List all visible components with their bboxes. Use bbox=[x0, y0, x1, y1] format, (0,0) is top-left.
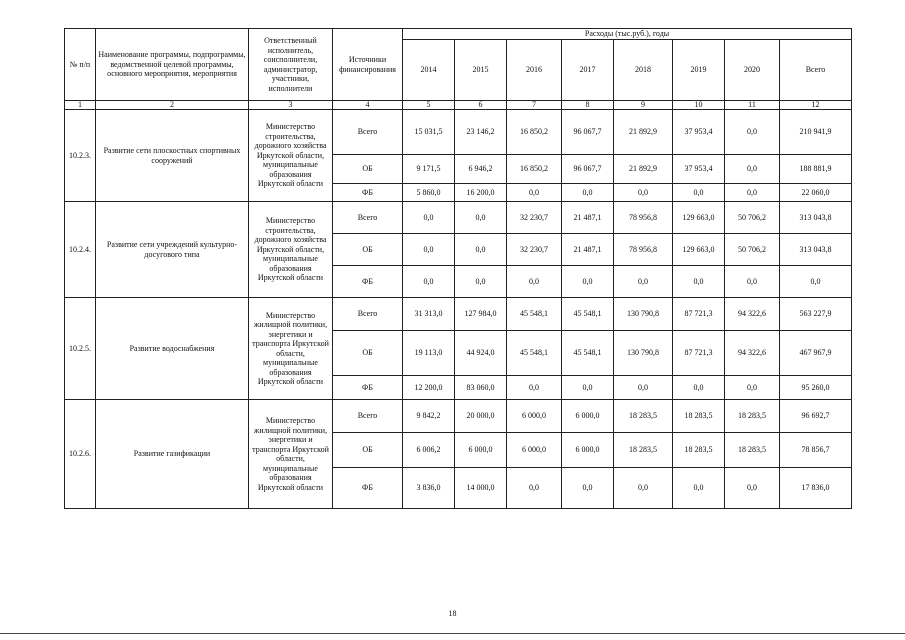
row-name-cell: Развитие водоснабжения bbox=[96, 298, 249, 400]
value-cell: 21 892,9 bbox=[614, 110, 673, 155]
value-cell: 16 850,2 bbox=[507, 110, 562, 155]
value-cell: 3 836,0 bbox=[403, 468, 455, 509]
value-cell: 20 000,0 bbox=[455, 400, 507, 433]
value-cell: 18 283,5 bbox=[673, 400, 725, 433]
row-executor-cell: Министерство строительства, дорожного хозяйства Иркутской области, муниципальные образования Иркутской области bbox=[249, 110, 333, 202]
value-cell: 0,0 bbox=[562, 376, 614, 400]
value-cell: 0,0 bbox=[725, 184, 780, 202]
column-number: 11 bbox=[725, 101, 780, 110]
value-cell: 0,0 bbox=[403, 234, 455, 266]
value-cell: 16 850,2 bbox=[507, 155, 562, 184]
value-cell: 0,0 bbox=[673, 376, 725, 400]
value-cell: 45 548,1 bbox=[507, 298, 562, 331]
row-name-cell: Развитие сети учреждений культурно-досугового типа bbox=[96, 202, 249, 298]
value-cell: 83 060,0 bbox=[455, 376, 507, 400]
value-cell: 0,0 bbox=[507, 468, 562, 509]
source-cell: ФБ bbox=[333, 376, 403, 400]
value-cell: 130 790,8 bbox=[614, 331, 673, 376]
value-cell: 0,0 bbox=[403, 202, 455, 234]
row-name-cell: Развитие газификации bbox=[96, 400, 249, 509]
value-cell: 19 113,0 bbox=[403, 331, 455, 376]
value-cell: 0,0 bbox=[725, 266, 780, 298]
table-row bbox=[65, 202, 852, 234]
value-cell: 9 842,2 bbox=[403, 400, 455, 433]
value-cell: 6 000,0 bbox=[507, 433, 562, 468]
total-value-cell: 313 043,8 bbox=[780, 234, 852, 266]
header-year: 2016 bbox=[507, 40, 562, 101]
value-cell: 5 860,0 bbox=[403, 184, 455, 202]
value-cell: 31 313,0 bbox=[403, 298, 455, 331]
value-cell: 127 984,0 bbox=[455, 298, 507, 331]
value-cell: 45 548,1 bbox=[562, 298, 614, 331]
value-cell: 18 283,5 bbox=[673, 433, 725, 468]
value-cell: 0,0 bbox=[455, 202, 507, 234]
column-number: 8 bbox=[562, 101, 614, 110]
value-cell: 0,0 bbox=[673, 184, 725, 202]
total-value-cell: 0,0 bbox=[780, 266, 852, 298]
row-number-cell: 10.2.6. bbox=[65, 400, 96, 509]
column-number: 5 bbox=[403, 101, 455, 110]
value-cell: 129 663,0 bbox=[673, 202, 725, 234]
value-cell: 23 146,2 bbox=[455, 110, 507, 155]
value-cell: 87 721,3 bbox=[673, 298, 725, 331]
value-cell: 0,0 bbox=[725, 110, 780, 155]
header-expenses: Расходы (тыс.руб.), годы bbox=[403, 29, 852, 40]
value-cell: 32 230,7 bbox=[507, 234, 562, 266]
value-cell: 0,0 bbox=[507, 376, 562, 400]
value-cell: 0,0 bbox=[725, 468, 780, 509]
value-cell: 94 322,6 bbox=[725, 331, 780, 376]
column-number: 6 bbox=[455, 101, 507, 110]
value-cell: 45 548,1 bbox=[507, 331, 562, 376]
value-cell: 21 487,1 bbox=[562, 202, 614, 234]
value-cell: 0,0 bbox=[403, 266, 455, 298]
value-cell: 0,0 bbox=[673, 266, 725, 298]
value-cell: 0,0 bbox=[455, 266, 507, 298]
value-cell: 18 283,5 bbox=[614, 433, 673, 468]
value-cell: 96 067,7 bbox=[562, 110, 614, 155]
column-number: 3 bbox=[249, 101, 333, 110]
row-number-cell: 10.2.3. bbox=[65, 110, 96, 202]
total-value-cell: 78 856,7 bbox=[780, 433, 852, 468]
source-cell: ФБ bbox=[333, 184, 403, 202]
value-cell: 15 031,5 bbox=[403, 110, 455, 155]
total-value-cell: 95 260,0 bbox=[780, 376, 852, 400]
total-value-cell: 210 941,9 bbox=[780, 110, 852, 155]
value-cell: 6 006,2 bbox=[403, 433, 455, 468]
row-name-cell: Развитие сети плоскостных спортивных сооружений bbox=[96, 110, 249, 202]
value-cell: 94 322,6 bbox=[725, 298, 780, 331]
page-number: 18 bbox=[448, 609, 457, 618]
source-cell: Всего bbox=[333, 110, 403, 155]
value-cell: 78 956,8 bbox=[614, 202, 673, 234]
column-number: 12 bbox=[780, 101, 852, 110]
value-cell: 87 721,3 bbox=[673, 331, 725, 376]
value-cell: 44 924,0 bbox=[455, 331, 507, 376]
value-cell: 21 892,9 bbox=[614, 155, 673, 184]
value-cell: 0,0 bbox=[507, 184, 562, 202]
value-cell: 129 663,0 bbox=[673, 234, 725, 266]
value-cell: 6 000,0 bbox=[455, 433, 507, 468]
row-number-cell: 10.2.5. bbox=[65, 298, 96, 400]
table-row bbox=[65, 298, 852, 331]
source-cell: ФБ bbox=[333, 468, 403, 509]
value-cell: 9 171,5 bbox=[403, 155, 455, 184]
value-cell: 50 706,2 bbox=[725, 234, 780, 266]
header-year: 2019 bbox=[673, 40, 725, 101]
value-cell: 6 000,0 bbox=[562, 433, 614, 468]
total-value-cell: 313 043,8 bbox=[780, 202, 852, 234]
column-number: 1 bbox=[65, 101, 96, 110]
total-value-cell: 188 881,9 bbox=[780, 155, 852, 184]
header-executor: Ответственный исполнитель, соисполнители, администратор, участники, исполнители bbox=[249, 29, 333, 101]
header-year: 2020 bbox=[725, 40, 780, 101]
source-cell: Всего bbox=[333, 202, 403, 234]
value-cell: 6 000,0 bbox=[562, 400, 614, 433]
header-year: 2014 bbox=[403, 40, 455, 101]
scan-edge-divider bbox=[0, 633, 905, 634]
header-name: Наименование программы, подпрограммы, ведомственной целевой программы, основного мероприятия, мероприятия bbox=[96, 29, 249, 101]
budget-table bbox=[64, 28, 852, 509]
header-sources: Источники финансирования bbox=[333, 29, 403, 101]
header-year: 2015 bbox=[455, 40, 507, 101]
source-cell: ФБ bbox=[333, 266, 403, 298]
total-value-cell: 467 967,9 bbox=[780, 331, 852, 376]
source-cell: Всего bbox=[333, 400, 403, 433]
source-cell: Всего bbox=[333, 298, 403, 331]
value-cell: 16 200,0 bbox=[455, 184, 507, 202]
source-cell: ОБ bbox=[333, 234, 403, 266]
row-executor-cell: Министерство строительства, дорожного хозяйства Иркутской области, муниципальные образования Иркутской области bbox=[249, 202, 333, 298]
total-value-cell: 96 692,7 bbox=[780, 400, 852, 433]
value-cell: 130 790,8 bbox=[614, 298, 673, 331]
header-total: Всего bbox=[780, 40, 852, 101]
source-cell: ОБ bbox=[333, 155, 403, 184]
value-cell: 45 548,1 bbox=[562, 331, 614, 376]
value-cell: 18 283,5 bbox=[725, 433, 780, 468]
value-cell: 37 953,4 bbox=[673, 110, 725, 155]
column-number: 7 bbox=[507, 101, 562, 110]
header-num: № п/п bbox=[65, 29, 96, 101]
table-row bbox=[65, 110, 852, 155]
value-cell: 32 230,7 bbox=[507, 202, 562, 234]
value-cell: 0,0 bbox=[455, 234, 507, 266]
value-cell: 18 283,5 bbox=[614, 400, 673, 433]
value-cell: 37 953,4 bbox=[673, 155, 725, 184]
row-executor-cell: Министерство жилищной политики, энергетики и транспорта Иркутской области, муниципальные образования Иркутской области bbox=[249, 400, 333, 509]
value-cell: 6 946,2 bbox=[455, 155, 507, 184]
value-cell: 14 000,0 bbox=[455, 468, 507, 509]
total-value-cell: 17 836,0 bbox=[780, 468, 852, 509]
column-number: 2 bbox=[96, 101, 249, 110]
header-year: 2018 bbox=[614, 40, 673, 101]
value-cell: 0,0 bbox=[673, 468, 725, 509]
column-number: 10 bbox=[673, 101, 725, 110]
value-cell: 0,0 bbox=[562, 266, 614, 298]
column-number: 4 bbox=[333, 101, 403, 110]
value-cell: 0,0 bbox=[507, 266, 562, 298]
row-number-cell: 10.2.4. bbox=[65, 202, 96, 298]
value-cell: 0,0 bbox=[725, 155, 780, 184]
total-value-cell: 563 227,9 bbox=[780, 298, 852, 331]
value-cell: 18 283,5 bbox=[725, 400, 780, 433]
value-cell: 0,0 bbox=[614, 184, 673, 202]
header-year: 2017 bbox=[562, 40, 614, 101]
value-cell: 0,0 bbox=[614, 266, 673, 298]
value-cell: 6 000,0 bbox=[507, 400, 562, 433]
value-cell: 0,0 bbox=[614, 376, 673, 400]
source-cell: ОБ bbox=[333, 433, 403, 468]
value-cell: 50 706,2 bbox=[725, 202, 780, 234]
value-cell: 21 487,1 bbox=[562, 234, 614, 266]
value-cell: 78 956,8 bbox=[614, 234, 673, 266]
value-cell: 0,0 bbox=[562, 184, 614, 202]
column-number: 9 bbox=[614, 101, 673, 110]
value-cell: 12 200,0 bbox=[403, 376, 455, 400]
value-cell: 0,0 bbox=[725, 376, 780, 400]
source-cell: ОБ bbox=[333, 331, 403, 376]
row-executor-cell: Министерство жилищной политики, энергетики и транспорта Иркутской области, муниципальные образования Иркутской области bbox=[249, 298, 333, 400]
total-value-cell: 22 060,0 bbox=[780, 184, 852, 202]
value-cell: 0,0 bbox=[614, 468, 673, 509]
table-row bbox=[65, 400, 852, 433]
value-cell: 96 067,7 bbox=[562, 155, 614, 184]
value-cell: 0,0 bbox=[562, 468, 614, 509]
